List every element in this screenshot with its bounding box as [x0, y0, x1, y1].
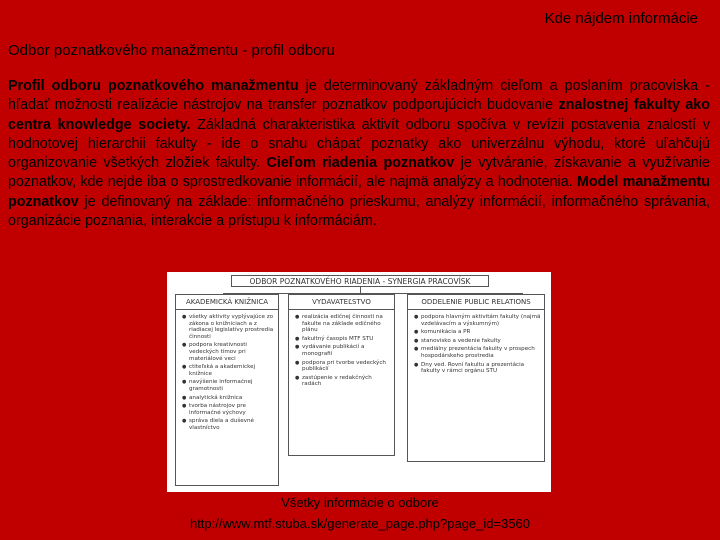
bold-phrase: Profil odboru poznatkového manažmentu	[8, 78, 299, 94]
list-item: ● analytická knižnica	[182, 395, 275, 402]
column-title: ODDELENIE PUBLIC RELATIONS	[407, 294, 545, 310]
column-publishing	[288, 294, 395, 456]
list-item: ● realizácia edičnej činnosti na fakulte na základe edičného plánu	[295, 314, 391, 334]
column-public-relations	[407, 294, 545, 462]
text-span: je definovaný na základe: informačného prieskumu, analýzy informácií, informačného správania, organizácie poznania, interakcie a prístupu k informáciám.	[8, 193, 710, 230]
list-item: ● správa diela a duševné vlastníctvo	[182, 418, 275, 431]
bold-phrase: znalostnej fakulty ako centra knowledge society.	[8, 97, 710, 133]
text-span: je vytváranie, získavanie a využívanie poznatkov, kde nejde iba o sprostredkovanie informácií, ale najmä analýzy a hodnotenia.	[8, 155, 711, 191]
text-span: je determinovaný základným cieľom a poslaním pracoviska - hľadať možnosti realizácie nástrojov na transfer poznatkov podporujúcich budovanie	[8, 78, 710, 114]
list-item: ● komunikácia a PR	[414, 329, 541, 336]
list-item: ● Dny ved. Rovní fakultu a prezentácia fakulty v rámci orgánu STU	[414, 362, 541, 375]
column-title: AKADEMICKÁ KNIŽNICA	[175, 294, 279, 310]
column-list	[176, 310, 278, 432]
column-list	[289, 310, 394, 388]
bold-phrase: Cieľom riadenia poznatkov	[266, 155, 455, 172]
list-item: ● zastúpenie v redakčných radách	[295, 375, 391, 388]
column-title: VYDAVATEĽSTVO	[288, 294, 395, 310]
bold-phrase: Model manažmentu poznatkov	[8, 174, 710, 210]
list-item: ● mediálny prezentácia fakulty v prospech hospodárskeho prostredia	[414, 346, 541, 359]
column-list	[408, 310, 544, 375]
list-item: ● všetky aktivity vyplývajúce zo zákona o knižniciach a z riadiacej legislatívy prostredia činnosti	[182, 314, 275, 340]
footer-link[interactable]: http://www.mtf.stuba.sk/generate_page.php?page_id=3560	[189, 516, 531, 531]
list-item: ● podpora kreativnosti vedeckých tímov pri materiálové veci	[182, 342, 275, 362]
list-item: ● ctiteľská a akademickej knižnice	[182, 364, 275, 377]
list-item: ● podpora hlavným aktivitám fakulty (najmä vzdelávacím a výskumným)	[414, 314, 541, 327]
footer-caption: Všetky informácie o odbore	[281, 495, 439, 510]
list-item: ● fakultný časopis MTF STU	[295, 336, 391, 343]
list-item: ● tvorba nástrojov pre informačné výchovy	[182, 403, 275, 416]
figure-header: ODBOR POZNATKOVÉHO RIADENIA - SYNERGIA PRACOVÍSK	[231, 275, 489, 287]
profile-paragraph	[8, 77, 710, 231]
page-subtitle: Odbor poznatkového manažmentu - profil odboru	[8, 42, 335, 59]
list-item: ● vydávanie publikácií a monografií	[295, 344, 391, 357]
department-structure-figure	[167, 272, 551, 492]
list-item: ● stanovisko a vedenie fakulty	[414, 338, 541, 345]
list-item: ● podpora pri tvorbe vedeckých publikácií	[295, 360, 391, 373]
page-title: Kde nájdem informácie	[544, 10, 698, 27]
list-item: ● navýšenie informačnej gramotnosti	[182, 379, 275, 392]
text-span: Základná charakteristika aktivít odboru spočíva v revízii postavenia znalostí v hodnotovej hierarchii fakulty - ide o snahu chápať poznatky ako univerzálnu výhodu, ktoré uľahčujú organizovanie všetkých zložiek fakulty.	[8, 116, 710, 172]
column-academic-library	[175, 294, 279, 486]
